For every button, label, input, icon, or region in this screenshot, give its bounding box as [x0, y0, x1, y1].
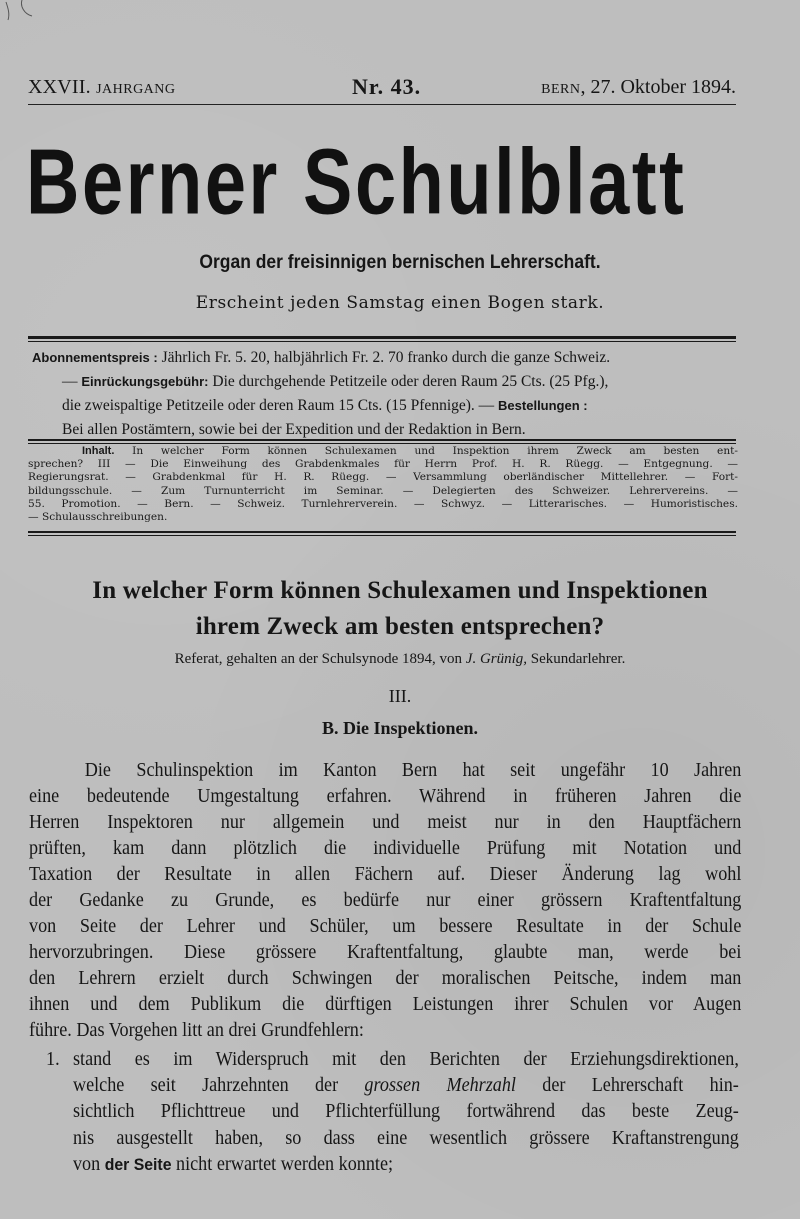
pencil-mark-icon [2, 0, 42, 22]
paragraph-line: prüften, kam dann plötzlich die individuelle Prüfung mit Notation und [29, 838, 742, 859]
part-number: III. [388, 686, 412, 706]
paragraph-line: Taxation der Resultate in allen Fächern auf. Dieser Änderung lag wohl [29, 864, 742, 885]
divider-rule [28, 336, 736, 342]
paragraph-line: eine bedeutende Umgestaltung erfahren. Während in früheren Jahren die [29, 786, 742, 807]
text-run: welche seit Jahrzehnten der [72, 1075, 365, 1097]
paragraph-line: führe. Das Vorgehen litt an drei Grundfehlern: [29, 1020, 364, 1041]
text-run: der Lehrerschaft hin- [515, 1075, 739, 1097]
numbered-list-item [46, 1047, 739, 1178]
ad-fee-label: Einrückungsgebühr: [81, 374, 209, 389]
contents-line: 55. Promotion. — Bern. — Schweiz. Turnlehrerverein. — Schwyz. — Litterarisches. — Humoristisches. [28, 497, 738, 510]
contents-label: Inhalt. [82, 445, 115, 457]
price-label: Abonnementspreis : [32, 350, 158, 365]
table-of-contents [28, 445, 738, 524]
contents-line: sprechen? III — Die Einweihung des Grabdenkmales für Herrn Prof. H. R. Rüegg. — Entgegnung. — [28, 458, 738, 471]
list-line [73, 1152, 739, 1178]
article-title-line: ihrem Zweck am besten entsprechen? [195, 613, 605, 640]
paragraph-line: ihnen und dem Publikum die dürftigen Leistungen ihrer Schulen vor Augen [29, 994, 742, 1015]
article-paragraph [29, 758, 741, 1044]
list-line [73, 1073, 739, 1099]
contents-line: Regierungsrat. — Grabdenkmal für H. R. Rüegg. — Versammlung oberländischer Mittellehrer. — Fort- [28, 471, 738, 484]
subscription-info [32, 346, 738, 442]
paragraph-line: der Gedanke zu Grunde, es bedürfe nur einer grössern Kraftentfaltung [29, 890, 742, 911]
article-title-line: In welcher Form können Schulexamen und Inspektionen [92, 577, 708, 604]
paragraph-line: den Lehrern erzielt durch Schwingen der moralischen Peitsche, indem man [29, 968, 742, 989]
divider-rule [28, 439, 736, 444]
contents-line: In welcher Form können Schulexamen und Inspektion ihrem Zweck am besten ent- [132, 445, 738, 457]
header-rule [28, 104, 736, 105]
volume-label [28, 76, 176, 99]
paragraph-line: Die Schulinspektion im Kanton Bern hat seit ungefähr 10 Jahren [84, 760, 742, 781]
list-item-text [73, 1047, 739, 1178]
place: BERN [541, 82, 581, 97]
paragraph-line: hervorzubringen. Diese grössere Kraftentfaltung, glaubte man, werde bei [29, 942, 742, 963]
bold-emphasis: der Seite [104, 1154, 172, 1174]
newspaper-subtitle: Organ der freisinnigen bernischen Lehrerschaft. [199, 252, 601, 273]
masthead-header-line [28, 74, 738, 102]
contents-line: — Schulausschreibungen. [28, 511, 168, 524]
ad-fee-text: Die durchgehende Petitzeile oder deren Raum 25 Cts. (25 Pfg.), [208, 373, 609, 390]
article-byline [0, 651, 800, 668]
article-title [0, 573, 800, 645]
byline-prefix: Referat, gehalten an der Schulsynode 1894, von [174, 651, 466, 667]
ad-fee-text-2: die zweispaltige Petitzeile oder deren Raum 15 Cts. (15 Pfennige). — [62, 397, 499, 414]
orders-text: Bei allen Postämtern, sowie bei der Expedition und der Redaktion in Bern. [62, 421, 526, 438]
contents-line: bildungsschule. — Zum Turnunterricht im Seminar. — Delegierten des Schweizer. Lehrervereins. — [28, 484, 738, 497]
byline-suffix: Sekundarlehrer. [527, 651, 626, 667]
list-line: nis ausgestellt haben, so dass eine wesentlich grössere Kraftanstrengung [72, 1127, 739, 1149]
volume-number: XXVII. [28, 76, 91, 98]
dash: — [62, 373, 82, 390]
list-marker: 1. [46, 1049, 60, 1070]
orders-label: Bestellungen : [498, 398, 588, 413]
publication-schedule: Erscheint jeden Samstag einen Bogen stark. [195, 293, 605, 313]
emphasis: grossen Mehrzahl [364, 1075, 516, 1097]
place-date [541, 76, 736, 99]
volume-word: JAHRGANG [96, 82, 176, 97]
section-heading: B. Die Inspektionen. [321, 718, 479, 738]
date: , 27. Oktober 1894. [580, 76, 736, 98]
issue-number: Nr. 43. [352, 74, 422, 99]
list-line: stand es im Widerspruch mit den Berichten der Erziehungsdirektionen, [72, 1049, 739, 1070]
divider-rule [28, 531, 736, 536]
list-line: sichtlich Pflichttreue und Pflichterfüllung fortwährend das beste Zeug- [72, 1101, 739, 1123]
text-run: von [72, 1153, 105, 1175]
author: J. Grünig, [465, 651, 528, 667]
price-text: Jährlich Fr. 5. 20, halbjährlich Fr. 2. 70 franko durch die ganze Schweiz. [157, 349, 611, 366]
text-run: nicht erwartet werden konnte; [171, 1153, 394, 1175]
paragraph-line: Herren Inspektoren nur allgemein und meist nur in den Hauptfächern [29, 812, 742, 833]
paragraph-line: von Seite der Lehrer und Schüler, um bessere Resultate in der Schule [29, 916, 742, 937]
newspaper-title: Berner Schulblatt [26, 130, 687, 234]
